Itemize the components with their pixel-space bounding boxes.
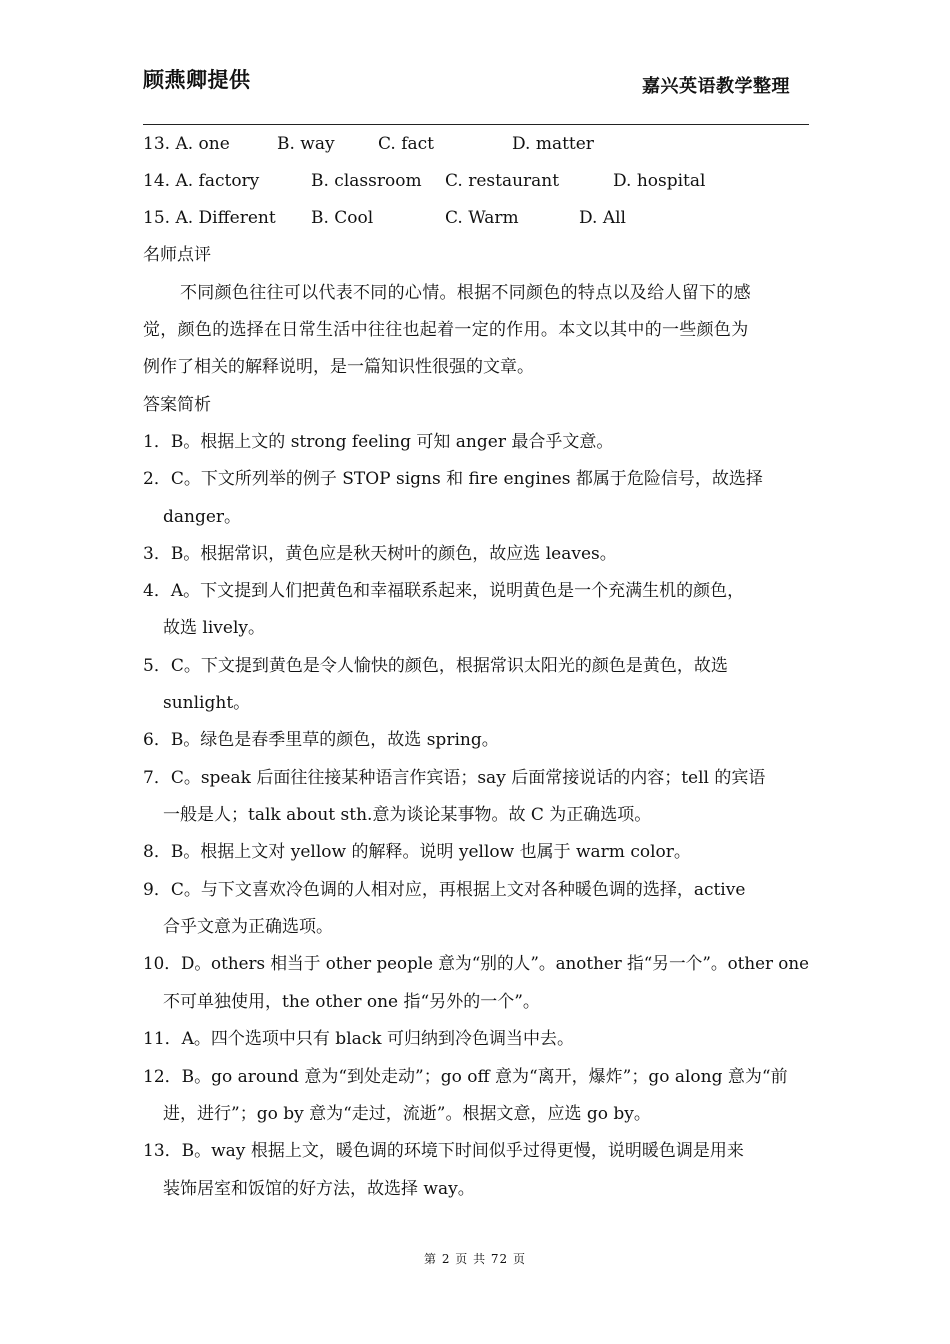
option-13-b: B. way: [277, 134, 335, 154]
option-15-a: 15. A. Different: [143, 208, 276, 228]
answer-9: 9．C。与下文喜欢冷色调的人相对应，再根据上文对各种暖色调的选择，active: [143, 880, 746, 900]
answer-13: 13．B。way 根据上文，暖色调的环境下时间似乎过得更慢，说明暖色调是用来: [143, 1141, 744, 1161]
option-14-d: D. hospital: [613, 171, 706, 191]
answer-2-cont: danger。: [163, 507, 242, 527]
answers-heading: 答案简析: [143, 395, 211, 415]
answer-10-cont: 不可单独使用，the other one 指“另外的一个”。: [163, 992, 540, 1012]
option-15-d: D. All: [579, 208, 626, 228]
page-footer: 第 2 页 共 72 页: [424, 1252, 526, 1266]
answer-13-cont: 装饰居室和饭馆的好方法，故选择 way。: [163, 1179, 475, 1199]
option-14-b: B. classroom: [311, 171, 422, 191]
header-divider: [143, 124, 809, 125]
option-14-c: C. restaurant: [445, 171, 560, 191]
answer-4: 4．A。下文提到人们把黄色和幸福联系起来，说明黄色是一个充满生机的颜色，: [143, 581, 745, 601]
option-13-d: D. matter: [512, 134, 594, 154]
option-15-c: C. Warm: [445, 208, 519, 228]
answer-2: 2．C。下文所列举的例子 STOP signs 和 fire engines 都属于危险信号，故选择: [143, 469, 763, 489]
answer-12-cont: 进，进行”；go by 意为“走过，流逝”。根据文意，应选 go by。: [163, 1104, 651, 1124]
header-provider: 顾燕卿提供: [143, 68, 251, 92]
answer-4-cont: 故选 lively。: [163, 618, 265, 638]
answer-10: 10．D。others 相当于 other people 意为“别的人”。another 指“另一个”。other one: [143, 954, 810, 974]
option-14-a: 14. A. factory: [143, 171, 260, 191]
answer-1: 1．B。根据上文的 strong feeling 可知 anger 最合乎文意。: [143, 432, 614, 452]
review-heading: 名师点评: [143, 245, 211, 265]
answer-8: 8．B。根据上文对 yellow 的解释。说明 yellow 也属于 warm color。: [143, 842, 691, 862]
review-line-3: 例作了相关的解释说明，是一篇知识性很强的文章。: [143, 357, 534, 377]
answer-5-cont: sunlight。: [163, 693, 251, 713]
answer-7: 7．C。speak 后面往往接某种语言作宾语；say 后面常接说话的内容；tell 的宾语: [143, 768, 766, 788]
answer-5: 5．C。下文提到黄色是令人愉快的颜色，根据常识太阳光的颜色是黄色，故选: [143, 656, 728, 676]
answer-3: 3．B。根据常识，黄色应是秋天树叶的颜色，故应选 leaves。: [143, 544, 617, 564]
option-13-c: C. fact: [378, 134, 434, 154]
option-13-a: 13. A. one: [143, 134, 230, 154]
answer-11: 11．A。四个选项中只有 black 可归纳到冷色调当中去。: [143, 1029, 574, 1049]
answer-12: 12．B。go around 意为“到处走动”；go off 意为“离开，爆炸”；go along 意为“前: [143, 1067, 788, 1087]
answer-9-cont: 合乎文意为正确选项。: [163, 917, 333, 937]
header-organizer: 嘉兴英语教学整理: [642, 76, 790, 97]
option-15-b: B. Cool: [311, 208, 374, 228]
answer-7-cont: 一般是人；talk about sth.意为谈论某事物。故 C 为正确选项。: [163, 805, 652, 825]
review-line-1: 不同颜色往往可以代表不同的心情。根据不同颜色的特点以及给人留下的感: [180, 283, 751, 303]
review-line-2: 觉，颜色的选择在日常生活中往往也起着一定的作用。本文以其中的一些颜色为: [143, 320, 749, 340]
answer-6: 6．B。绿色是春季里草的颜色，故选 spring。: [143, 730, 499, 750]
